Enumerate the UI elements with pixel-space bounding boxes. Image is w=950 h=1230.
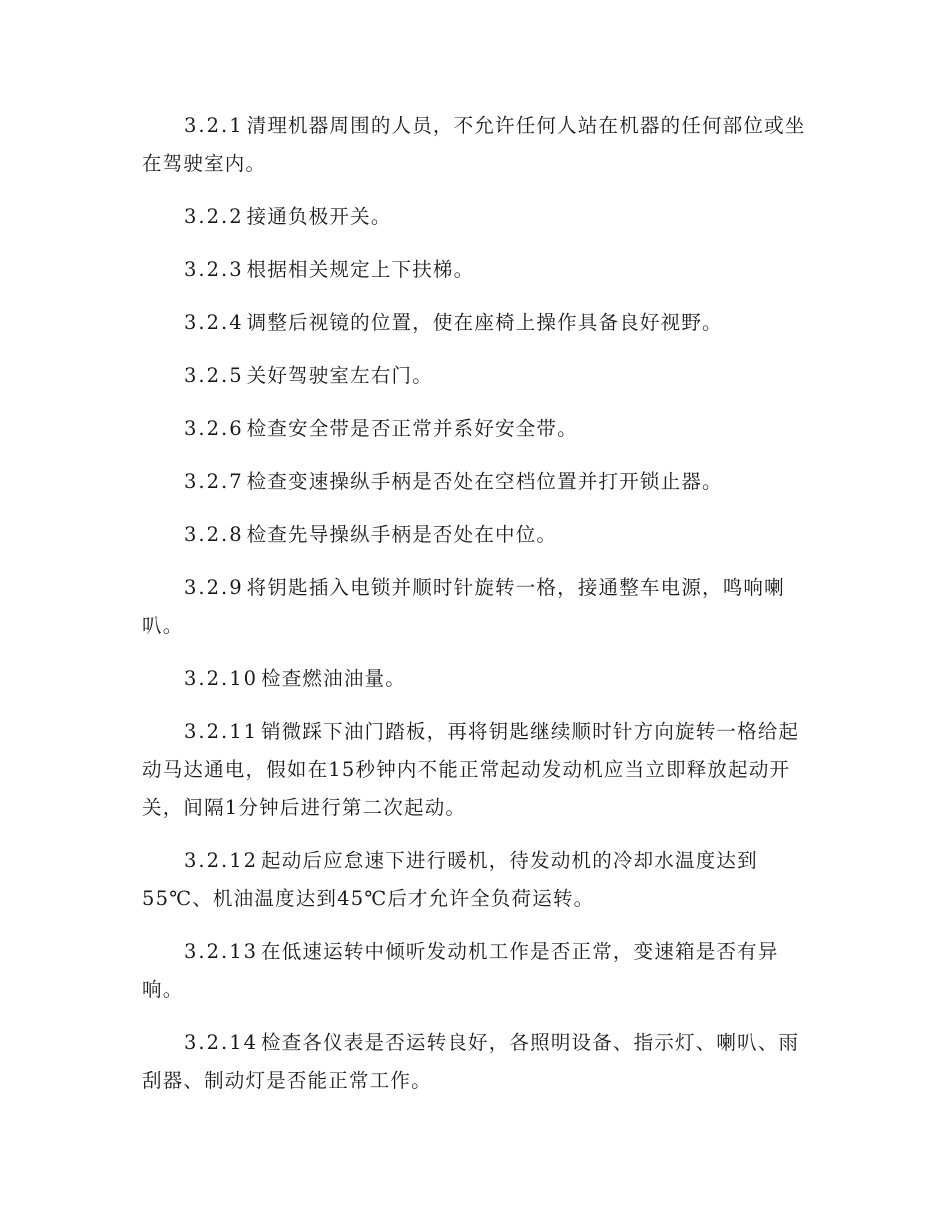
- section-number: 3.2.1: [184, 114, 244, 137]
- section-number: 3.2.14: [184, 1031, 259, 1054]
- paragraph-3-2-5: [142, 357, 810, 395]
- section-number: 3.2.4: [184, 311, 244, 334]
- section-number: 3.2.8: [184, 523, 244, 546]
- paragraph-text: 检查燃油油量。: [261, 667, 406, 690]
- paragraph-text: 检查安全带是否正常并系好安全带。: [246, 417, 578, 440]
- section-number: 3.2.11: [184, 720, 259, 743]
- paragraph-3-2-11: [142, 713, 810, 827]
- paragraph-3-2-4: [142, 304, 810, 342]
- paragraph-text: 销微踩下油门踏板，再将钥匙继续顺时针方向旋转一格给起动马达通电，假如在15秒钟内不能正常起动发动机应当立即释放起动开关，间隔1分钟后进行第二次起动。: [142, 720, 800, 819]
- section-number: 3.2.6: [184, 417, 244, 440]
- paragraph-3-2-6: [142, 410, 810, 448]
- paragraph-text: 清理机器周围的人员，不允许任何人站在机器的任何部位或坐在驾驶室内。: [142, 114, 806, 175]
- paragraph-text: 起动后应怠速下进行暖机，待发动机的冷却水温度达到55℃、机油温度达到45℃后才允许全负荷运转。: [142, 849, 758, 910]
- paragraph-3-2-2: [142, 198, 810, 236]
- paragraph-3-2-13: [142, 933, 810, 1009]
- section-number: 3.2.2: [184, 205, 244, 228]
- paragraph-text: 在低速运转中倾听发动机工作是否正常，变速箱是否有异响。: [142, 940, 779, 1001]
- section-number: 3.2.7: [184, 470, 244, 493]
- section-number: 3.2.10: [184, 667, 259, 690]
- paragraph-text: 检查先导操纵手柄是否处在中位。: [246, 523, 558, 546]
- paragraph-text: 检查变速操纵手柄是否处在空档位置并打开锁止器。: [246, 470, 723, 493]
- paragraph-3-2-14: [142, 1024, 810, 1100]
- section-number: 3.2.13: [184, 940, 259, 963]
- paragraph-text: 检查各仪表是否运转良好，各照明设备、指示灯、喇叭、雨刮器、制动灯是否能正常工作。: [142, 1031, 800, 1092]
- section-number: 3.2.9: [184, 576, 244, 599]
- paragraph-text: 关好驾驶室左右门。: [246, 364, 433, 387]
- document-body: [142, 107, 810, 1115]
- paragraph-3-2-3: [142, 251, 810, 289]
- paragraph-3-2-12: [142, 842, 810, 918]
- section-number: 3.2.5: [184, 364, 244, 387]
- paragraph-3-2-8: [142, 516, 810, 554]
- paragraph-text: 将钥匙插入电锁并顺时针旋转一格，接通整车电源，鸣响喇叭。: [142, 576, 785, 637]
- paragraph-3-2-10: [142, 660, 810, 698]
- paragraph-3-2-9: [142, 569, 810, 645]
- section-number: 3.2.12: [184, 849, 259, 872]
- paragraph-text: 接通负极开关。: [246, 205, 392, 228]
- paragraph-text: 根据相关规定上下扶梯。: [246, 258, 475, 281]
- paragraph-3-2-7: [142, 463, 810, 501]
- paragraph-3-2-1: [142, 107, 810, 183]
- paragraph-text: 调整后视镜的位置，使在座椅上操作具备良好视野。: [246, 311, 723, 334]
- section-number: 3.2.3: [184, 258, 244, 281]
